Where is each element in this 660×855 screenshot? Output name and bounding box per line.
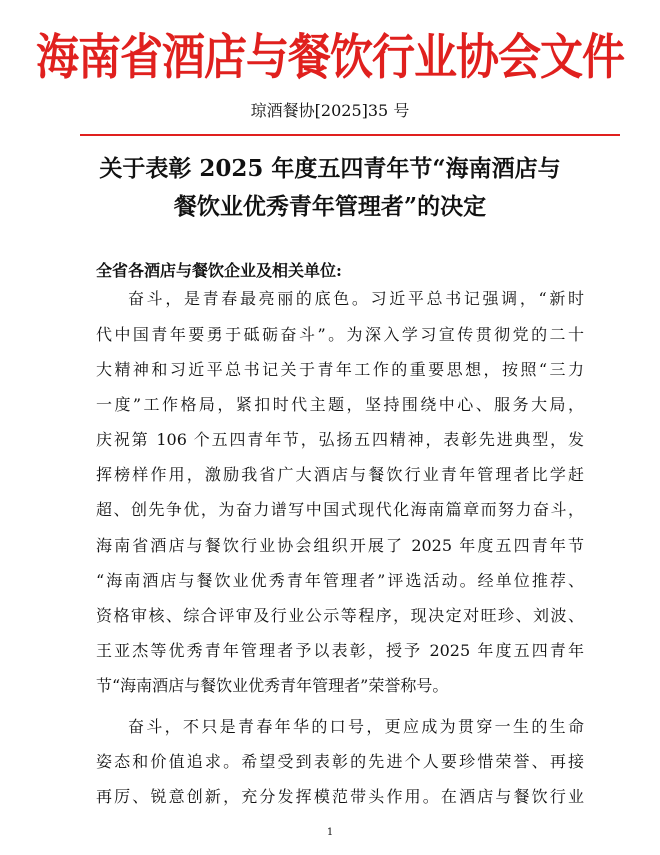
body-line: 资格审核、综合评审及行业公示等程序，现决定对旺珍、刘波、 (96, 606, 584, 625)
body-line: 奋斗，是青春最亮丽的底色。习近平总书记强调，“新时 (128, 289, 584, 308)
body-line: 大精神和习近平总书记关于青年工作的重要思想，按照“三力 (96, 360, 584, 379)
body-line: “海南酒店与餐饮业优秀青年管理者”评选活动。经单位推荐、 (96, 571, 584, 590)
body-line: 庆祝第 106 个五四青年节，弘扬五四精神，表彰先进典型，发 (96, 430, 584, 449)
body-line: 海南省酒店与餐饮行业协会组织开展了 2025 年度五四青年节 (96, 536, 584, 555)
body-line: 节“海南酒店与餐饮业优秀青年管理者”荣誉称号。 (96, 676, 449, 695)
title-line-1: 关于表彰 2025 年度五四青年节“海南酒店与 (99, 155, 561, 182)
document-title (0, 150, 660, 226)
body-line: 超、创先争优，为奋力谱写中国式现代化海南篇章而努力奋斗， (96, 500, 584, 519)
salutation: 全省各酒店与餐饮企业及相关单位: (96, 261, 342, 280)
red-divider (80, 134, 620, 136)
body-line: 一度”工作格局，紧扣时代主题，坚持围绕中心、服务大局， (96, 395, 584, 414)
document-number: 琼酒餐协[2025]35 号 (250, 101, 410, 120)
page-number: 1 (326, 827, 334, 838)
body-line: 再厉、锐意创新，充分发挥模范带头作用。在酒店与餐饮行业 (96, 787, 584, 806)
body-line: 挥榜样作用，激励我省广大酒店与餐饮行业青年管理者比学赶 (96, 465, 584, 484)
body-line: 奋斗，不只是青春年华的口号，更应成为贯穿一生的生命 (128, 717, 584, 736)
body-line: 代中国青年要勇于砥砺奋斗”。为深入学习宣传贯彻党的二十 (96, 325, 584, 344)
title-line-2: 餐饮业优秀青年管理者”的决定 (173, 193, 487, 220)
org-header-title: 海南省酒店与餐饮行业协会文件 (36, 30, 624, 87)
body-line: 姿态和价值追求。希望受到表彰的先进个人要珍惜荣誉、再接 (96, 752, 584, 771)
body-line: 王亚杰等优秀青年管理者予以表彰，授予 2025 年度五四青年 (96, 641, 584, 660)
